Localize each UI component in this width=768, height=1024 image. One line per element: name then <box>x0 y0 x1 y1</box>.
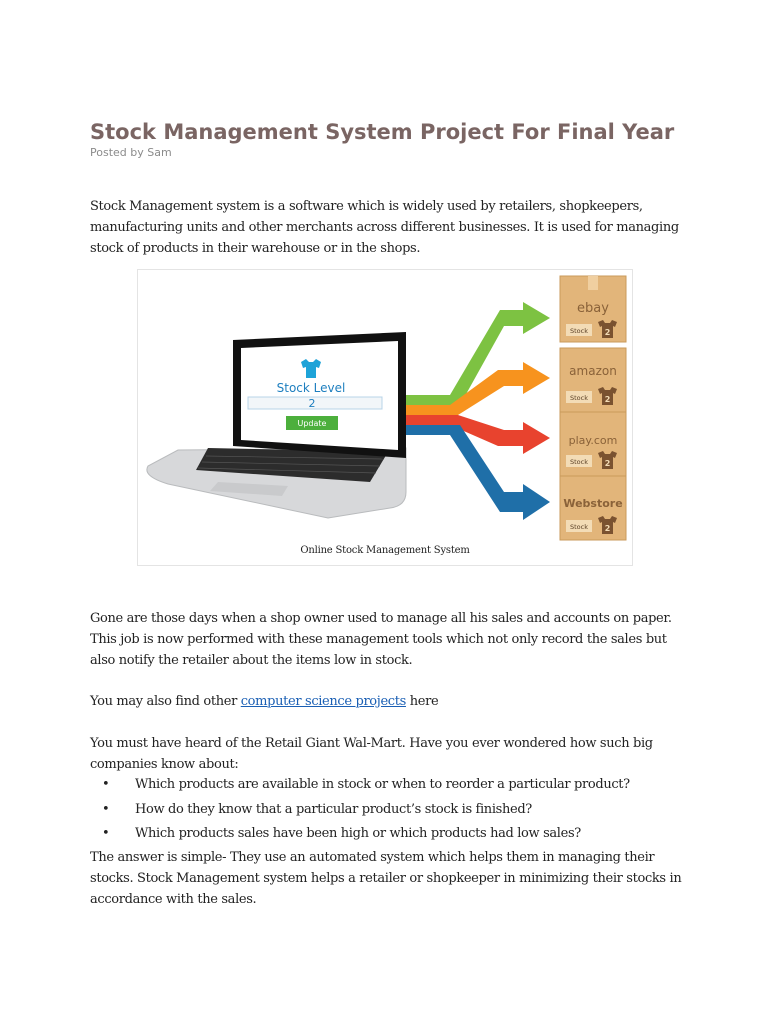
list-item <box>90 773 630 798</box>
paper-paragraph: Gone are those days when a shop owner used to manage all his sales and accounts on paper. This job is now performed with these management tools which not only record the sales but also notify the retailer about the items low in stock. <box>90 611 672 668</box>
byline: Posted by Sam <box>90 146 172 159</box>
question-list <box>90 773 630 847</box>
also-find-paragraph <box>90 691 438 712</box>
box-play <box>560 412 626 476</box>
screen-heading: Stock Level <box>276 381 346 395</box>
box-ebay <box>560 276 626 342</box>
arrow-green <box>450 302 550 405</box>
bullet-icon: • <box>102 801 110 817</box>
stripe-red <box>406 415 450 425</box>
stripe-orange <box>406 405 450 415</box>
stripe-blue <box>406 425 450 435</box>
figure-caption: Online Stock Management System <box>300 545 470 556</box>
list-item-text: How do they know that a particular product’s stock is finished? <box>135 801 532 817</box>
box-stock-label: Stock <box>570 523 588 531</box>
box-count: 2 <box>604 395 611 404</box>
walmart-paragraph: You must have heard of the Retail Giant Wal-Mart. Have you ever wondered how such big companies know about: <box>90 736 653 772</box>
box-count: 2 <box>604 459 611 468</box>
page-title: Stock Management System Project For Final Year <box>90 120 675 144</box>
stripe-green <box>406 395 450 405</box>
list-item-text: Which products are available in stock or when to reorder a particular product? <box>135 777 630 792</box>
box-brand: play.com <box>568 434 618 447</box>
computer-science-projects-link[interactable]: computer science projects <box>240 694 406 709</box>
box-brand: Webstore <box>563 497 623 510</box>
screen-value: 2 <box>308 397 316 410</box>
laptop-screen <box>241 341 398 450</box>
box-count: 2 <box>604 524 611 533</box>
box-amazon <box>560 348 626 412</box>
list-item <box>90 798 630 823</box>
bullet-icon: • <box>102 826 110 841</box>
list-item-text: Which products sales have been high or which products had low sales? <box>135 826 581 841</box>
box-stock-label: Stock <box>570 327 588 335</box>
update-button-label: Update <box>297 419 327 428</box>
box-count: 2 <box>604 328 611 337</box>
box-stock-label: Stock <box>570 458 588 466</box>
also-find-text: You may also find other <box>90 694 241 709</box>
box-stock-label: Stock <box>570 394 588 402</box>
intro-paragraph: Stock Management system is a software which is widely used by retailers, shopkeepers, manufacturing units and other merchants across different businesses. It is used for managing stock of products in their warehouse or in the shops. <box>90 199 679 256</box>
also-find-suffix: here <box>405 694 439 709</box>
box-brand: amazon <box>569 364 617 378</box>
list-item <box>90 822 630 847</box>
stock-management-figure <box>137 269 633 566</box>
bullet-icon: • <box>102 777 110 792</box>
box-webstore <box>560 476 626 540</box>
box-brand: ebay <box>577 301 609 316</box>
answer-paragraph: The answer is simple- They use an automated system which helps them in managing their stocks. Stock Management system helps a retailer or shopkeeper in minimizing their stocks in accordance with the sales. <box>90 850 682 907</box>
figure-illustration <box>138 270 632 565</box>
